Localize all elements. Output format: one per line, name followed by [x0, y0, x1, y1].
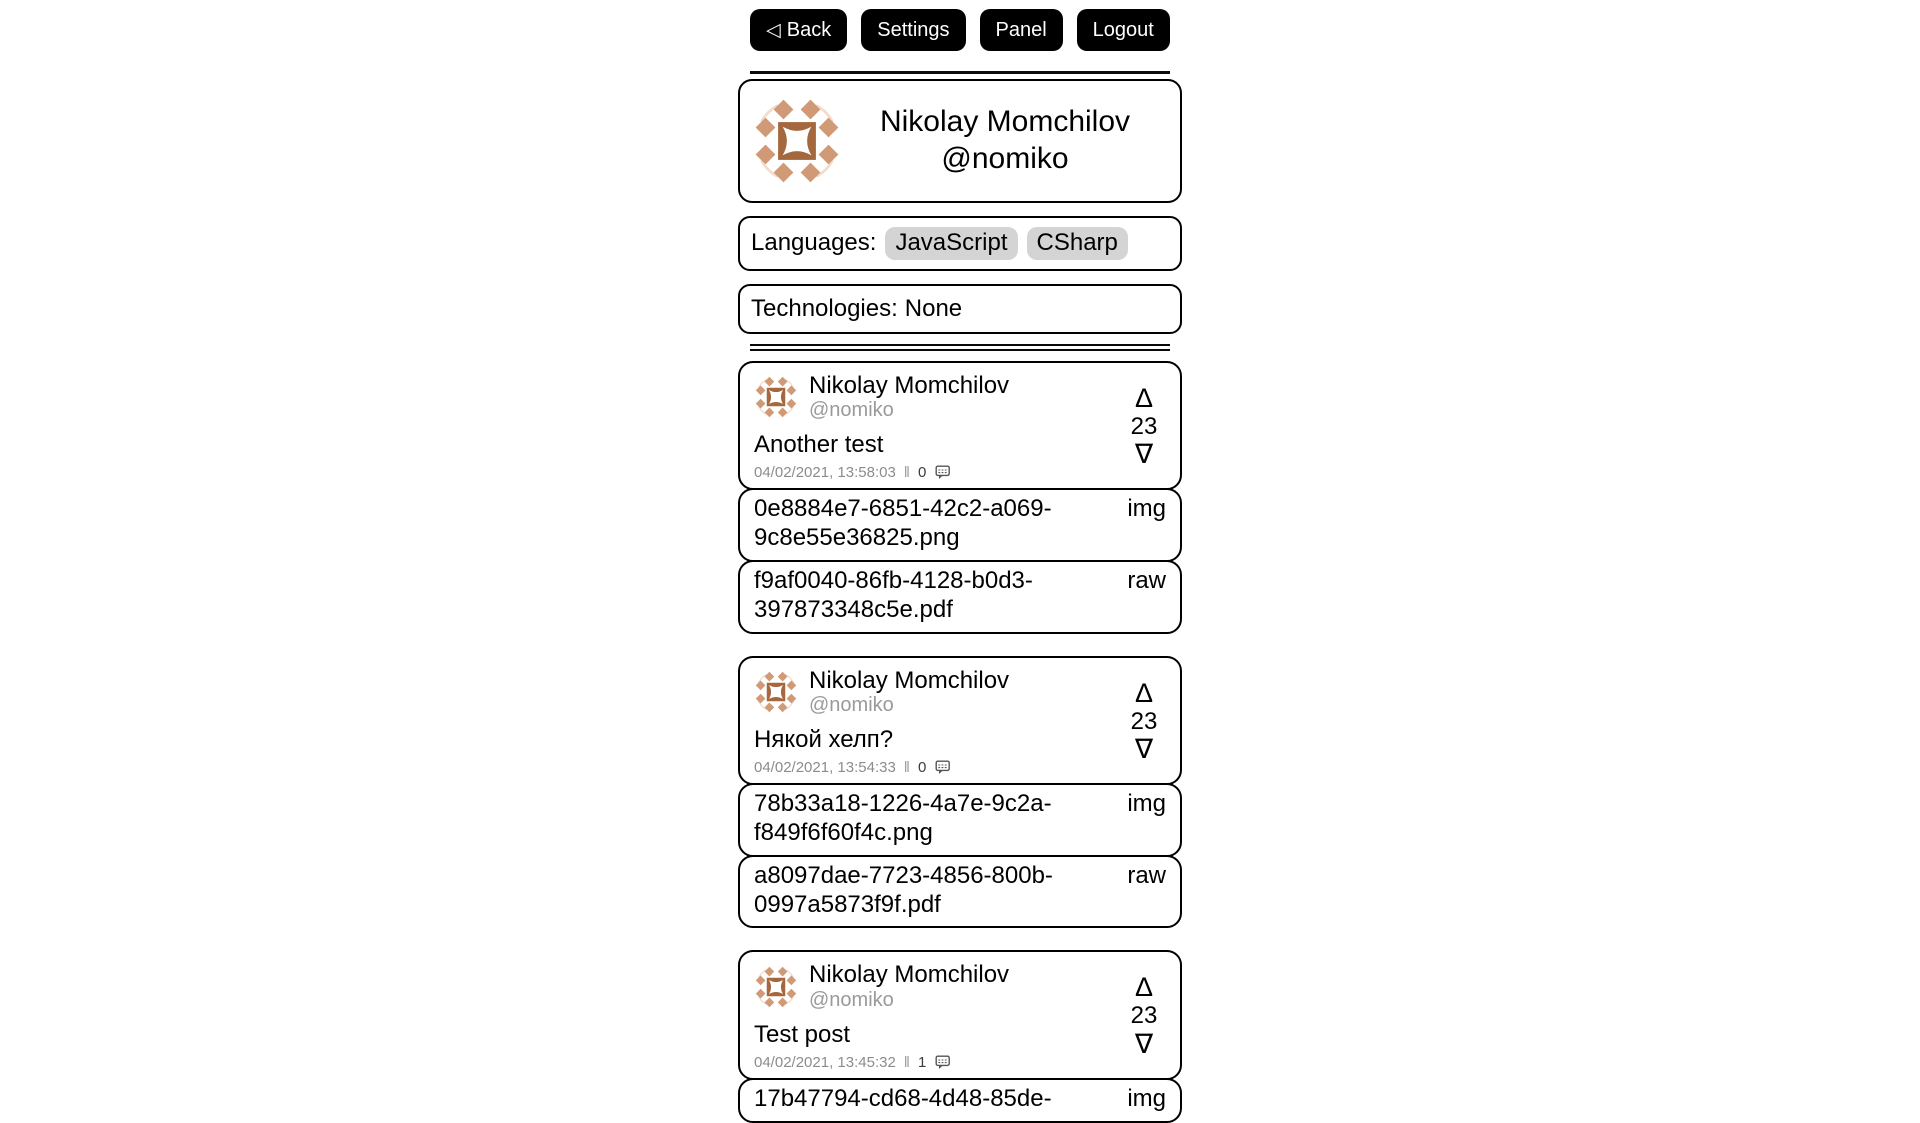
post-author-names [809, 667, 1009, 718]
post-meta [754, 1054, 1122, 1071]
post-timestamp: 04/02/2021, 13:58:03 [754, 464, 896, 482]
post-author-names [809, 372, 1009, 423]
attachment-filename: 0e8884e7-6851-42c2-a069-9c8e55e36825.png [754, 495, 1052, 552]
language-pill-csharp: CSharp [1027, 227, 1128, 260]
post-timestamp: 04/02/2021, 13:54:33 [754, 759, 896, 777]
panel-button[interactable]: Panel [980, 9, 1063, 51]
attachment-row[interactable] [738, 855, 1182, 929]
post-author-names [809, 961, 1009, 1012]
meta-separator-icon: ‖ [903, 1053, 910, 1071]
post-author-name: Nikolay Momchilov [809, 961, 1010, 989]
post-card[interactable] [738, 361, 1182, 491]
post-group [738, 656, 1182, 929]
post-card[interactable] [738, 950, 1182, 1080]
upvote-button[interactable]: Δ [1134, 677, 1154, 708]
post-author-avatar [754, 965, 798, 1009]
post-title: Някой хелп? [754, 726, 894, 754]
attachment-filename: a8097dae-7723-4856-800b-0997a5873f9f.pdf [754, 861, 1053, 918]
post-author-handle: @nomiko [809, 988, 894, 1011]
post-author-row [754, 667, 1122, 718]
post-author-name: Nikolay Momchilov [809, 371, 1010, 399]
attachment-type-badge: img [1127, 1084, 1166, 1112]
vote-column [1122, 667, 1166, 777]
post-author-handle: @nomiko [809, 694, 894, 717]
vote-count: 23 [1130, 1002, 1158, 1030]
post-author-avatar [754, 670, 798, 714]
profile-handle: @nomiko [941, 142, 1069, 175]
attachment-row[interactable] [738, 560, 1182, 634]
post-author-avatar [754, 375, 798, 419]
vote-column [1122, 372, 1166, 482]
post-timestamp: 04/02/2021, 13:45:32 [754, 1053, 896, 1071]
downvote-button[interactable]: ∇ [1134, 734, 1154, 765]
post-group [738, 950, 1182, 1122]
comment-count: 0 [918, 759, 927, 777]
logout-button[interactable]: Logout [1077, 9, 1170, 51]
downvote-button[interactable]: ∇ [1134, 1028, 1154, 1059]
post-title: Test post [754, 1020, 851, 1048]
back-button-label: Back [786, 19, 832, 41]
attachment-type-badge: raw [1127, 861, 1166, 889]
technologies-value: None [904, 294, 963, 322]
post-meta [754, 464, 1122, 481]
posts-list [738, 361, 1182, 1123]
profile-names [842, 104, 1168, 177]
post-main [754, 667, 1122, 777]
vote-count: 23 [1130, 707, 1158, 735]
attachment-filename: 17b47794-cd68-4d48-85de- [754, 1084, 1052, 1112]
vote-column [1122, 961, 1166, 1071]
back-arrow-icon: ◁ [766, 20, 781, 41]
upvote-button[interactable]: Δ [1134, 972, 1154, 1003]
meta-separator-icon: ‖ [903, 759, 910, 777]
profile-name: Nikolay Momchilov [879, 105, 1131, 139]
attachment-filename: f9af0040-86fb-4128-b0d3-397873348c5e.pdf [754, 566, 1033, 623]
attachment-row[interactable] [738, 1078, 1182, 1123]
top-divider [750, 71, 1170, 74]
post-main [754, 372, 1122, 482]
attachment-type-badge: raw [1127, 566, 1166, 594]
back-button[interactable] [750, 9, 847, 51]
profile-page [738, 0, 1182, 1123]
comment-bubble-icon [935, 465, 951, 480]
posts-divider [750, 344, 1170, 351]
vote-count: 23 [1130, 412, 1158, 440]
post-group [738, 361, 1182, 634]
comment-bubble-icon [935, 1055, 951, 1070]
comment-count: 1 [918, 1053, 927, 1071]
downvote-button[interactable]: ∇ [1134, 439, 1154, 470]
post-main [754, 961, 1122, 1071]
attachment-row[interactable] [738, 783, 1182, 857]
technologies-label: Technologies: [751, 294, 898, 322]
post-author-handle: @nomiko [809, 399, 894, 422]
attachment-row[interactable] [738, 488, 1182, 562]
profile-avatar [752, 96, 842, 186]
post-meta [754, 759, 1122, 776]
comment-bubble-icon [935, 760, 951, 775]
post-author-row [754, 372, 1122, 423]
profile-card [738, 79, 1182, 203]
post-author-row [754, 961, 1122, 1012]
language-pill-javascript: JavaScript [885, 227, 1017, 260]
post-title: Another test [754, 431, 884, 459]
post-author-name: Nikolay Momchilov [809, 666, 1010, 694]
meta-separator-icon: ‖ [903, 464, 910, 482]
post-card[interactable] [738, 656, 1182, 786]
upvote-button[interactable]: Δ [1134, 382, 1154, 413]
attachment-type-badge: img [1127, 495, 1166, 523]
top-nav [738, 0, 1182, 51]
comment-count: 0 [918, 464, 927, 482]
technologies-box [738, 284, 1182, 334]
settings-button[interactable]: Settings [861, 9, 965, 51]
attachment-type-badge: img [1127, 790, 1166, 818]
attachment-filename: 78b33a18-1226-4a7e-9c2a-f849f6f60f4c.png [754, 790, 1052, 846]
languages-box [738, 216, 1182, 271]
languages-label: Languages: [751, 229, 877, 257]
